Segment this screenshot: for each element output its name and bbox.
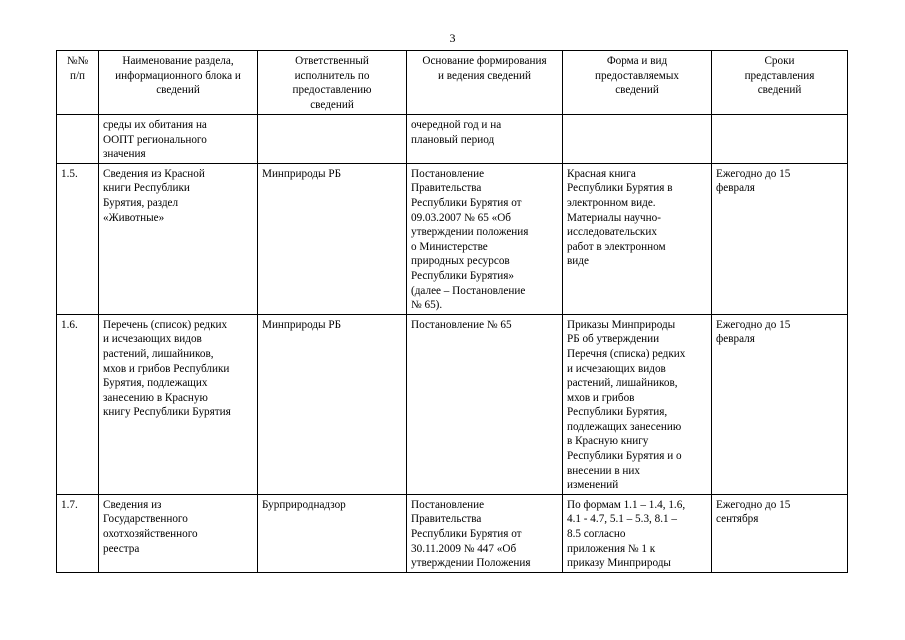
header-number: №№ п/п <box>57 51 99 115</box>
cell-section-name: Перечень (список) редких и исчезающих видов растений, лишайников, мхов и грибов Республики Бурятия, подлежащих занесению в Красную книгу Республики Бурятия <box>99 314 258 494</box>
cell-deadline: Ежегодно до 15 февраля <box>712 314 848 494</box>
table-header-row <box>57 51 848 115</box>
cell-number <box>57 115 99 164</box>
cell-section-name: Сведения из Государственного охотхозяйственного реестра <box>99 494 258 572</box>
cell-basis: очередной год и на плановый период <box>407 115 563 164</box>
page-number: 3 <box>449 31 456 45</box>
cell-section-name: Сведения из Красной книги Республики Бурятия, раздел «Животные» <box>99 163 258 314</box>
cell-deadline <box>712 115 848 164</box>
cell-form <box>563 115 712 164</box>
cell-deadline: Ежегодно до 15 сентября <box>712 494 848 572</box>
cell-number: 1.6. <box>57 314 99 494</box>
table-row <box>57 163 848 314</box>
cell-form: Красная книга Республики Бурятия в электронном виде. Материалы научно- исследовательских работ в электронном виде <box>563 163 712 314</box>
header-executor: Ответственный исполнитель по предоставлению сведений <box>258 51 407 115</box>
header-deadline: Сроки представления сведений <box>712 51 848 115</box>
header-basis: Основание формирования и ведения сведений <box>407 51 563 115</box>
cell-section-name: среды их обитания на ООПТ регионального значения <box>99 115 258 164</box>
table-row <box>57 494 848 572</box>
cell-executor <box>258 115 407 164</box>
table-row <box>57 115 848 164</box>
data-table <box>56 50 848 573</box>
header-section-name: Наименование раздела, информационного блока и сведений <box>99 51 258 115</box>
cell-basis: Постановление № 65 <box>407 314 563 494</box>
cell-form: Приказы Минприроды РБ об утверждении Перечня (списка) редких и исчезающих видов растений, лишайников, мхов и грибов Республики Бурятия, подлежащих занесению в Красную книгу Республики Бурятия и о внесении в них изменений <box>563 314 712 494</box>
cell-number: 1.7. <box>57 494 99 572</box>
cell-executor: Бурприроднадзор <box>258 494 407 572</box>
header-form: Форма и вид предоставляемых сведений <box>563 51 712 115</box>
cell-number: 1.5. <box>57 163 99 314</box>
cell-basis: Постановление Правительства Республики Бурятия от 30.11.2009 № 447 «Об утверждении Положения <box>407 494 563 572</box>
cell-basis: Постановление Правительства Республики Бурятия от 09.03.2007 № 65 «Об утверждении положения о Министерстве природных ресурсов Республики Бурятия» (далее – Постановление № 65). <box>407 163 563 314</box>
table-row <box>57 314 848 494</box>
cell-deadline: Ежегодно до 15 февраля <box>712 163 848 314</box>
cell-executor: Минприроды РБ <box>258 163 407 314</box>
cell-form: По формам 1.1 – 1.4, 1.6, 4.1 - 4.7, 5.1 – 5.3, 8.1 – 8.5 согласно приложения № 1 к приказу Минприроды <box>563 494 712 572</box>
cell-executor: Минприроды РБ <box>258 314 407 494</box>
